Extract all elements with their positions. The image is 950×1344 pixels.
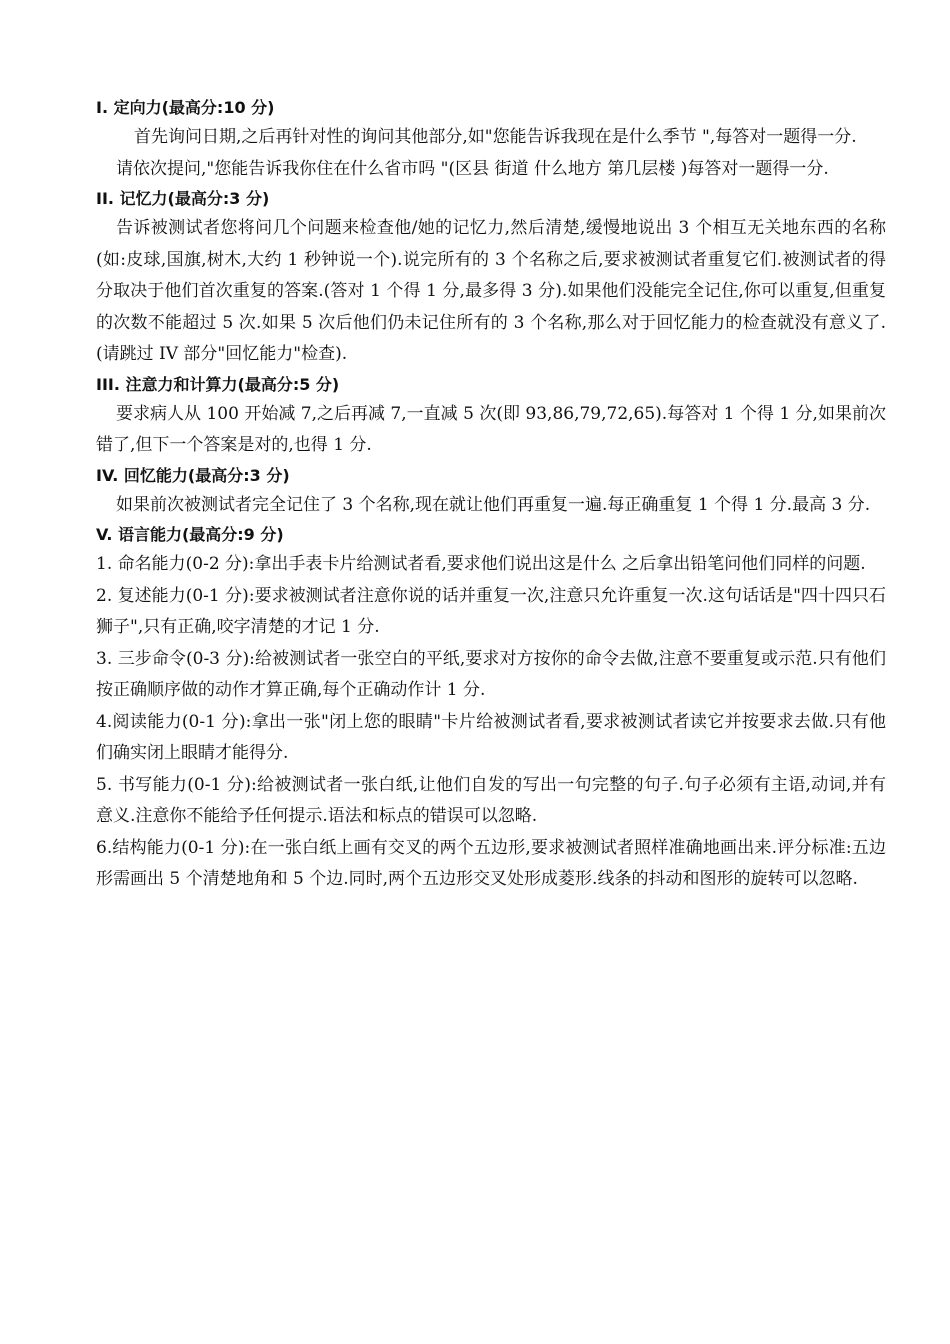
document-page (96, 94, 886, 896)
section-heading: V. 语言能力(最高分:9 分) (96, 525, 284, 544)
list-item: 2. 复述能力(0-1 分):要求被测试者注意你说的话并重复一次,注意只允许重复一次.这句话话是"四十四只石狮子",只有正确,咬字清楚的才记 1 分. (96, 585, 886, 637)
list-item: 6.结构能力(0-1 分):在一张白纸上画有交叉的两个五边形,要求被测试者照样准确地画出来.评分标准:五边形需画出 5 个清楚地角和 5 个边.同时,两个五边形交叉处形成菱形.线条的抖动和图形的旋转可以忽略. (96, 837, 886, 889)
list-item: 3. 三步命令(0-3 分):给被测试者一张空白的平纸,要求对方按你的命令去做,注意不要重复或示范.只有他们按正确顺序做的动作才算正确,每个正确动作计 1 分. (96, 648, 886, 700)
section-recall (96, 462, 886, 522)
paragraph: 要求病人从 100 开始减 7,之后再减 7,一直减 5 次(即 93,86,79,72,65).每答对 1 个得 1 分,如果前次错了,但下一个答案是对的,也得 1 分. (96, 403, 886, 455)
section-attention-calculation (96, 371, 886, 462)
section-heading: I. 定向力(最高分:10 分) (96, 98, 275, 117)
paragraph: 如果前次被测试者完全记住了 3 个名称,现在就让他们再重复一遍.每正确重复 1 个得 1 分.最高 3 分. (116, 494, 871, 515)
section-orientation (96, 94, 886, 185)
paragraph: 告诉被测试者您将问几个问题来检查他/她的记忆力,然后清楚,缓慢地说出 3 个相互无关地东西的名称(如:皮球,国旗,树木,大约 1 秒钟说一个).说完所有的 3 个名称之后,要求被测试者重复它们.被测试者的得分取决于他们首次重复的答案.(答对 1 个得 1 分,最多得 3 分).如果他们没能完全记住,你可以重复,但重复的次数不能超过 5 次.如果 5 次后他们仍未记住所有的 3 个名称,那么对于回忆能力的检查就没有意义了.(请跳过 IV 部分"回忆能力"检查). (96, 218, 886, 364)
section-language (96, 521, 886, 896)
section-heading: III. 注意力和计算力(最高分:5 分) (96, 374, 340, 394)
list-item: 4.阅读能力(0-1 分):拿出一张"闭上您的眼睛"卡片给被测试者看,要求被测试者读它并按要求去做.只有他们确实闭上眼睛才能得分. (96, 711, 886, 763)
section-heading: II. 记忆力(最高分:3 分) (96, 189, 270, 208)
section-memory (96, 185, 886, 371)
list-item: 1. 命名能力(0-2 分):拿出手表卡片给测试者看,要求他们说出这是什么 之后拿出铅笔问他们同样的问题. (96, 554, 866, 574)
paragraph: 首先询问日期,之后再针对性的询问其他部分,如"您能告诉我现在是什么季节 ",每答对一题得一分. (134, 127, 857, 147)
paragraph: 请依次提问,"您能告诉我你住在什么省市吗 "(区县 街道 什么地方 第几层楼 )每答对一题得一分. (116, 158, 829, 179)
section-heading: IV. 回忆能力(最高分:3 分) (96, 465, 290, 485)
list-item: 5. 书写能力(0-1 分):给被测试者一张白纸,让他们自发的写出一句完整的句子.句子必须有主语,动词,并有意义.注意你不能给予任何提示.语法和标点的错误可以忽略. (96, 774, 886, 826)
